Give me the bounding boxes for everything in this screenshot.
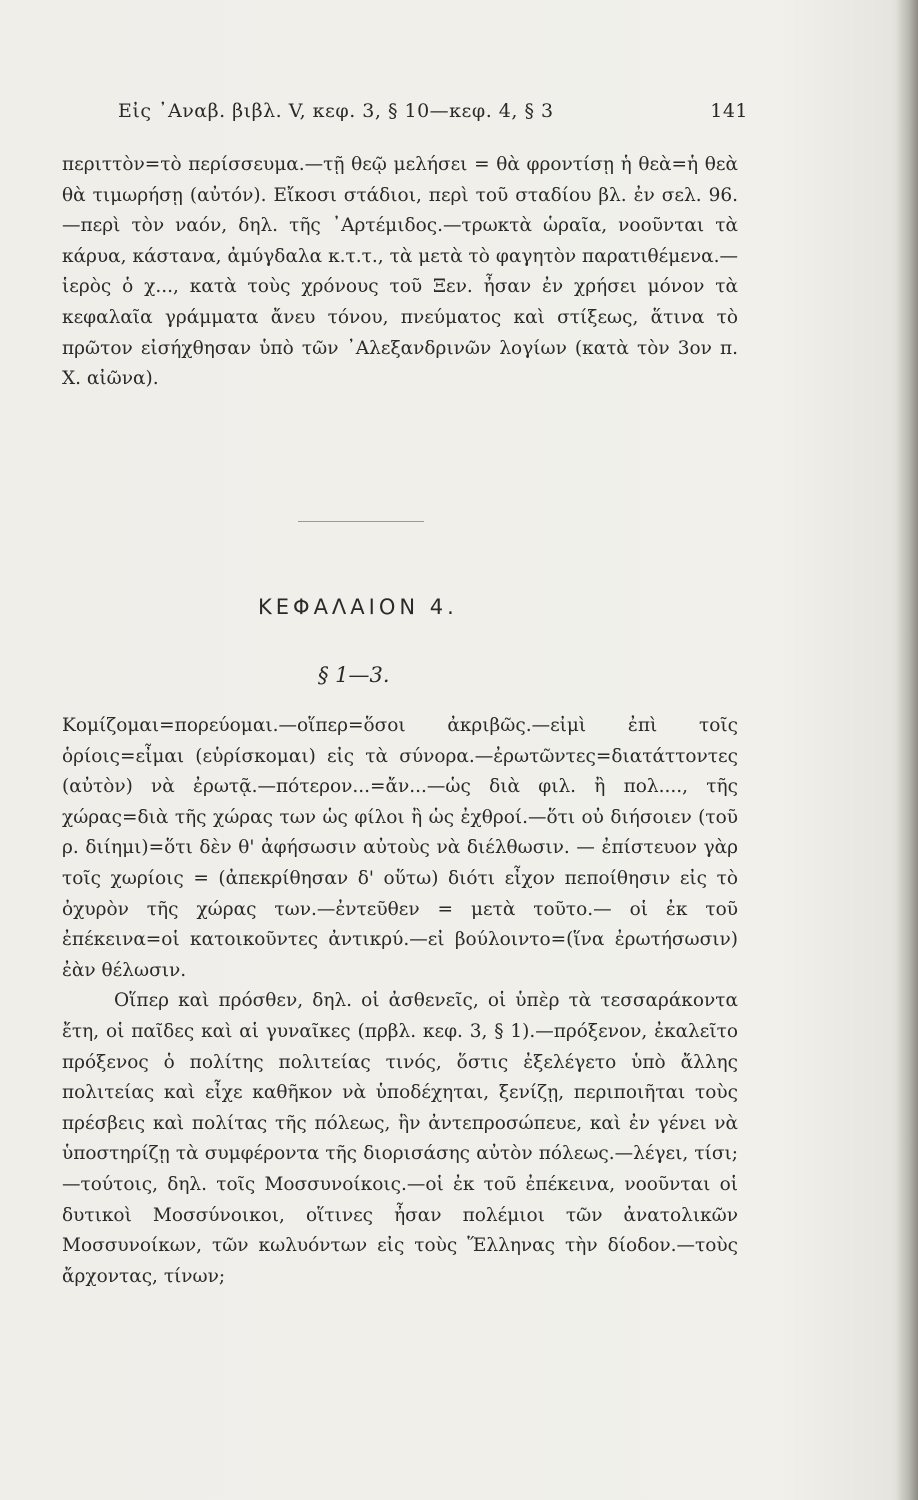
running-header — [118, 100, 748, 134]
section-heading — [318, 663, 390, 687]
note-paragraph: Κομίζομαι=πορεύομαι.—οἵπερ=ὅσοι ἀκριβῶς.—εἰμὶ ἐπὶ τοῖς ὁρίοις=εἶμαι (εὑρίσκομαι) εἰς τὰ σύνορα.—ἐρωτῶντες=διατάττοντες (αὐτὸν) νὰ ἐρωτᾷ.—πότερον...=ἄν...—ὡς διὰ φιλ. ἢ πολ...., τῆς χώρας=διὰ τῆς χώρας των ὡς φίλοι ἢ ὡς ἐχθροί.—ὅτι οὐ διήσοιεν (τοῦ ρ. διίημι)=ὅτι δὲν θ' ἀφήσωσιν αὐτοὺς νὰ διέλθωσιν. — ἐπίστευον γὰρ τοῖς χωρίοις = (ἀπεκρίθησαν δ' οὕτω) διότι εἶχον πεποίθησιν εἰς τὸ ὀχυρὸν τῆς χώρας των.—ἐντεῦθεν = μετὰ τοῦτο.— οἱ ἐκ τοῦ ἐπέκεινα=οἱ κατοικοῦντες ἀντικρύ.—εἰ βούλοιντο=(ἵνα ἐρωτήσωσιν) ἐὰν θέλωσιν. — [62, 715, 738, 981]
page-number: 141 — [710, 100, 748, 122]
chapter-heading: ΚΕΦΑΛΑΙΟΝ 4. — [258, 595, 458, 619]
page-gutter-shadow — [896, 0, 918, 1500]
running-title: Εἰς ᾿Αναβ. βιβλ. V, κεφ. 3, § 10—κεφ. 4, § 3 — [118, 100, 554, 122]
notes-chapter-4 — [62, 711, 738, 1292]
section-heading-text: § 1—3. — [318, 663, 390, 687]
note-paragraph: περιττὸν=τὸ περίσσευμα.—τῇ θεῷ μελήσει = θὰ φροντίσῃ ἡ θεὰ=ἡ θεὰ θὰ τιμωρήσῃ (αὐτόν). Εἴκοσι στάδιοι, περὶ τοῦ σταδίου βλ. ἐν σελ. 96.—περὶ τὸν ναόν, δηλ. τῆς ᾿Αρτέμιδος.—τρωκτὰ ὡραῖα, νοοῦνται τὰ κάρυα, κάστανα, ἀμύγδαλα κ.τ.τ., τὰ μετὰ τὸ φαγητὸν παρατιθέμενα.—ἱερὸς ὁ χ..., κατὰ τοὺς χρόνους τοῦ Ξεν. ἦσαν ἐν χρήσει μόνον τὰ κεφαλαῖα γράμματα ἄνευ τόνου, πνεύματος καὶ στίξεως, ἅτινα τὸ πρῶτον εἰσήχθησαν ὑπὸ τῶν ᾿Αλεξανδρινῶν λογίων (κατὰ τὸν 3ον π. Χ. αἰῶνα). — [62, 154, 738, 390]
notes-chapter-3 — [62, 150, 738, 395]
note-paragraph: Οἵπερ καὶ πρόσθεν, δηλ. οἱ ἀσθενεῖς, οἱ ὑπὲρ τὰ τεσσαράκοντα ἔτη, οἱ παῖδες καὶ αἱ γυναῖκες (πρβλ. κεφ. 3, § 1).—πρόξενον, ἐκαλεῖτο πρόξενος ὁ πολίτης πολιτείας τινός, ὅστις ἐξελέγετο ὑπὸ ἄλλης πολιτείας καὶ εἶχε καθῆκον νὰ ὑποδέχηται, ξενίζῃ, περιποιῆται τοὺς πρέσβεις καὶ πολίτας τῆς πόλεως, ἣν ἀντεπροσώπευε, καὶ ἐν γένει νὰ ὑποστηρίζῃ τὰ συμφέροντα τῆς διορισάσης αὐτὸν πόλεως.—λέγει, τίσι;—τούτοις, δηλ. τοῖς Μοσσυνοίκοις.—οἱ ἐκ τοῦ ἐπέκεινα, νοοῦνται οἱ δυτικοὶ Μοσσύνοικοι, οἵτινες ἦσαν πολέμιοι τῶν ἀνατολικῶν Μοσσυνοίκων, τῶν κωλυόντων εἰς τοὺς Ἕλληνας τὴν δίοδον.—τοὺς ἄρχοντας, τίνων; — [62, 990, 738, 1287]
section-divider — [298, 521, 424, 522]
